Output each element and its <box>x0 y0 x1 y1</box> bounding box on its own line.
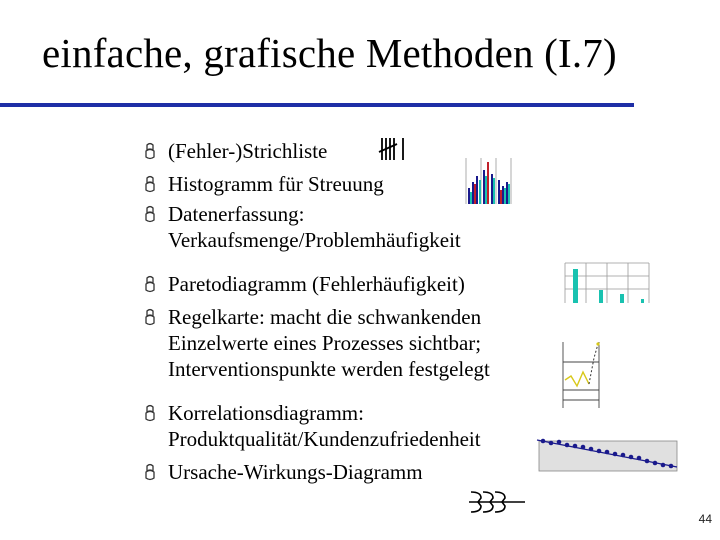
title-underline <box>0 103 634 107</box>
tally-marks-icon <box>378 136 408 162</box>
bullet-text-continuation: Verkaufsmenge/Problemhäufigkeit <box>168 228 461 252</box>
bullet-text: Korrelationsdiagramm: <box>168 401 364 425</box>
bullet-text: Ursache-Wirkungs-Diagramm <box>168 460 423 484</box>
slide-title: einfache, grafische Methoden (I.7) <box>42 30 617 76</box>
bullet-text: Paretodiagramm (Fehlerhäufigkeit) <box>168 272 465 296</box>
bullet-item-paretodiagramm <box>168 271 465 297</box>
bullet-item-ursache-wirkung <box>168 459 423 485</box>
scatter-plot-thumbnail-icon <box>537 437 679 473</box>
bullet-symbol-icon <box>143 142 157 160</box>
bullet-symbol-icon <box>143 463 157 481</box>
bullet-text: Regelkarte: macht die schwankenden <box>168 305 482 329</box>
bullet-item-datenerfassung <box>168 201 461 253</box>
fishbone-diagram-icon <box>467 488 527 516</box>
bullet-text-continuation: Interventionspunkte werden festgelegt <box>168 357 490 381</box>
bullet-symbol-icon <box>143 175 157 193</box>
bullet-item-histogramm <box>168 171 384 197</box>
bullet-symbol-icon <box>143 205 157 223</box>
histogram-thumbnail-icon <box>464 158 514 204</box>
bullet-text: Datenerfassung: <box>168 202 305 226</box>
bullet-text-continuation: Einzelwerte eines Prozesses sichtbar; <box>168 331 482 355</box>
bullet-symbol-icon <box>143 275 157 293</box>
bullet-symbol-icon <box>143 404 157 422</box>
bullet-symbol-icon <box>143 308 157 326</box>
page-number: 44 <box>698 512 712 526</box>
bullet-text-continuation: Produktqualität/Kundenzufriedenheit <box>168 427 481 451</box>
bullet-item-regelkarte <box>168 304 490 382</box>
bullet-item-korrelationsdiagramm <box>168 400 481 452</box>
pareto-chart-thumbnail-icon <box>565 263 649 303</box>
control-chart-thumbnail-icon <box>561 340 603 408</box>
bullet-item-strichliste <box>168 138 327 164</box>
bullet-text: (Fehler-)Strichliste <box>168 139 328 163</box>
bullet-text: Histogramm für Streuung <box>168 172 384 196</box>
